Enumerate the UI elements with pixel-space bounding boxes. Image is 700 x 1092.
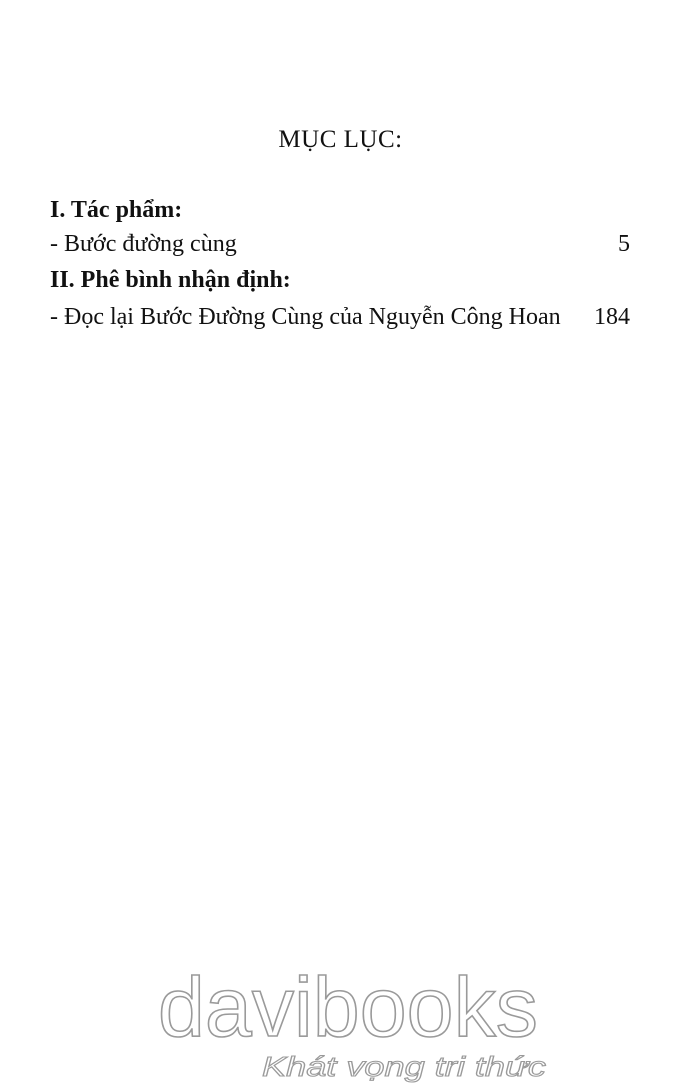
watermark-brand: davibooks (158, 960, 538, 1054)
toc-entry-title: - Đọc lại Bước Đường Cùng của Nguyễn Công Hoan (50, 304, 561, 330)
toc-entry-page: 184 (594, 304, 630, 330)
watermark (156, 960, 556, 1090)
toc-section-heading: I. Tác phẩm: (50, 197, 183, 223)
page-title: MỤC LỤC: (278, 126, 403, 153)
toc-section-heading: II. Phê bình nhận định: (50, 267, 291, 293)
toc-entry (50, 231, 630, 263)
watermark-tagline: Khát vọng tri thức (262, 1051, 546, 1082)
toc-entry-page: 5 (618, 231, 630, 257)
toc-entry (50, 304, 630, 336)
toc-entry-title: - Bước đường cùng (50, 231, 237, 257)
